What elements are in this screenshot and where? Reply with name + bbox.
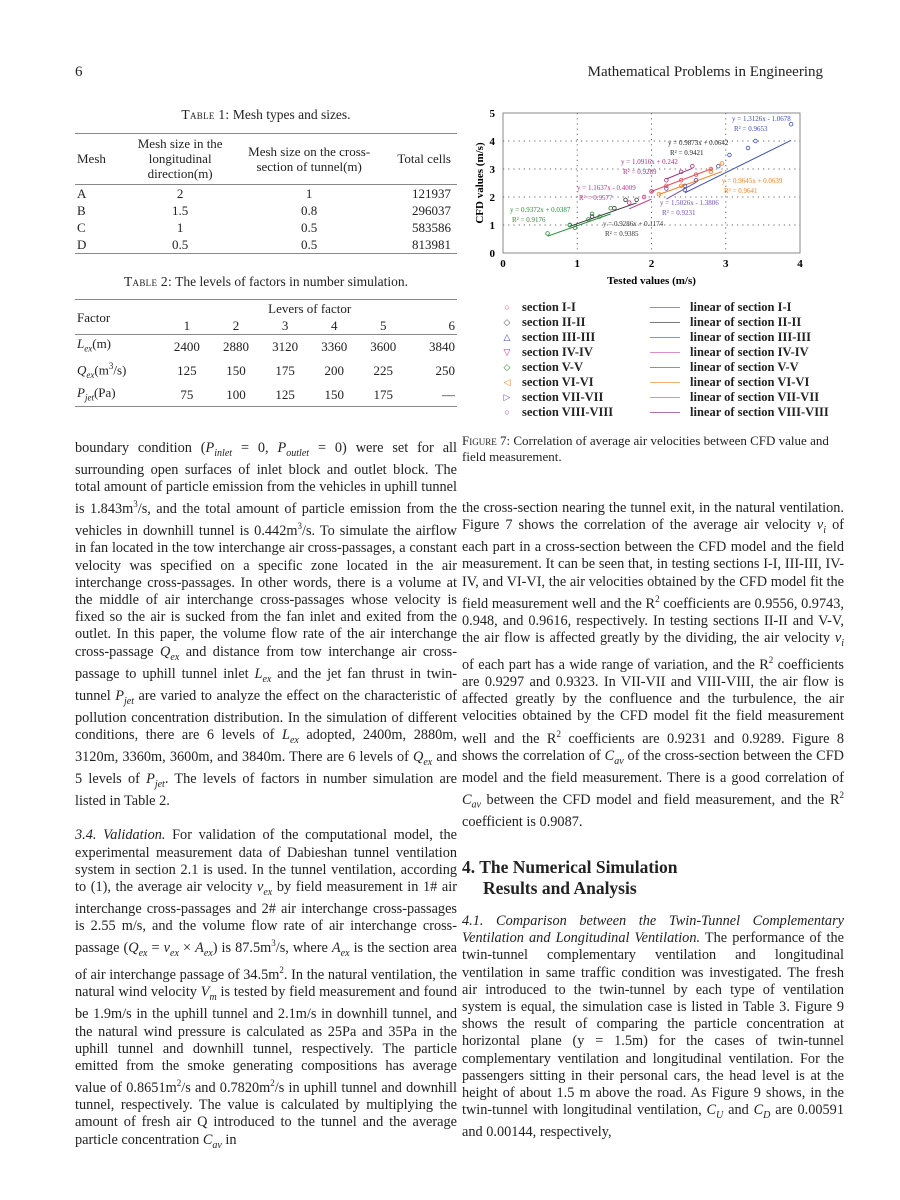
legend-item: linear of section VII-VII: [650, 390, 819, 405]
subsection-heading: 3.4. Validation.: [75, 827, 166, 844]
svg-text:y = 1.0916x + 0.242: y = 1.0916x + 0.242: [621, 158, 678, 166]
table-mesh-types: [75, 133, 457, 254]
marker-icon: ◁: [503, 377, 511, 387]
chart-legend: [500, 300, 830, 420]
table-row: $P_{jet}(Pa)$ 75 100 125 150 175 —: [75, 384, 457, 407]
legend-item: linear of section VI-VI: [650, 375, 809, 390]
svg-text:y = 1.3126x - 1.0678: y = 1.3126x - 1.0678: [732, 115, 791, 123]
table1-caption: Table 1: Mesh types and sizes.: [181, 107, 351, 122]
table-header: Mesh: [77, 151, 106, 166]
svg-text:R² = 0.9653: R² = 0.9653: [734, 125, 768, 133]
paragraph: the cross-section nearing the tunnel exit, in the natural ventilation. Figure 7 shows the correlation of the average air velocity $v_i$ of each part in a cross-section between the CFD model and the field measurement. It can be seen that, in testing sections I-I, III-III, IV-IV, and VI-VI, the air velocities obtained by the CFD model fit the field measurement well and the $R^2$ coefficients are 0.9556, 0.9743, 0.948, and 0.9616, respectively. In testing sections II-II and V-V, the air flow is affected greatly by the dividing, the air velocity $v_i$ of each part has a wide range of variation, and the $R^2$ coefficients are 0.9297 and 0.9323. In VII-VII and VIII-VIII, the air flow is affected greatly by the confluence and the turbulence, the air velocities obtained by the CFD model fit the field measurement well and the $R^2$ coefficients are 0.9231 and 0.9289. Figure 8 shows the correlation of $C_{av}$ of the cross-section between the CFD model and the field measurement. There is a good correlation of $C_{av}$ between the CFD model and field measurement, and the $R^2$ coefficient is 0.9087.: [462, 500, 844, 830]
line-swatch-icon: [650, 382, 680, 383]
left-column: [75, 107, 457, 407]
line-swatch-icon: [650, 322, 680, 323]
svg-text:y = 0.9645x + 0.0639: y = 0.9645x + 0.0639: [722, 177, 783, 185]
svg-text:1: 1: [574, 258, 580, 270]
legend-item: ○ section I-I: [500, 300, 650, 315]
line-swatch-icon: [650, 307, 680, 308]
legend-row: [500, 375, 830, 390]
legend-row: [500, 405, 830, 420]
svg-text:3: 3: [489, 164, 495, 176]
legend-item: ◇ section V-V: [500, 360, 650, 375]
table-row: B 1.5 0.8 296037: [77, 203, 451, 218]
marker-icon: ◇: [503, 317, 511, 327]
line-swatch-icon: [650, 352, 680, 353]
marker-icon: ▽: [503, 347, 511, 357]
legend-item: △ section III-III: [500, 330, 650, 345]
svg-text:R² = 0.9641: R² = 0.9641: [724, 187, 758, 195]
svg-text:R² = 0.9231: R² = 0.9231: [662, 209, 696, 217]
line-swatch-icon: [650, 412, 680, 413]
table-row: $L_{ex}(m)$ 2400 2880 3120 3360 3600 3840: [77, 336, 455, 354]
line-swatch-icon: [650, 397, 680, 398]
svg-text:2: 2: [648, 258, 655, 270]
marker-icon: △: [503, 332, 511, 342]
legend-item: linear of section II-II: [650, 315, 801, 330]
table-header: Mesh size on the cross-section of tunnel(m): [248, 143, 371, 174]
table-header: Total cells: [397, 151, 451, 166]
legend-row: [500, 390, 830, 405]
legend-item: ▽ section IV-IV: [500, 345, 650, 360]
marker-icon: ○: [504, 302, 510, 312]
svg-text:y = 0.9286x + 0.1174: y = 0.9286x + 0.1174: [603, 220, 664, 228]
legend-row: [500, 360, 830, 375]
svg-text:R² = 0.9577: R² = 0.9577: [579, 194, 613, 202]
legend-row: [500, 345, 830, 360]
svg-text:R² = 0.9421: R² = 0.9421: [670, 149, 704, 157]
figure7-chart: [470, 105, 825, 295]
table2-caption: Table 2: The levels of factors in number simulation.: [124, 274, 408, 289]
svg-text:y = 0.9873x + 0.0642: y = 0.9873x + 0.0642: [668, 139, 729, 147]
figure7-caption: Figure 7: Correlation of average air velocities between CFD value and field measurement.: [462, 433, 829, 464]
legend-row: [500, 330, 830, 345]
line-swatch-icon: [650, 337, 680, 338]
svg-text:Tested values (m/s): Tested values (m/s): [607, 275, 696, 287]
legend-row: [500, 300, 830, 315]
table-row: A 2 1 121937: [77, 186, 451, 201]
marker-icon: ▷: [503, 392, 511, 402]
subsection-heading: 4.1. Comparison between the Twin-Tunnel Complementary Ventilation and Longitudinal Ventilation.: [462, 912, 844, 947]
svg-text:1: 1: [489, 220, 495, 232]
legend-item: ◇ section II-II: [500, 315, 650, 330]
legend-item: linear of section V-V: [650, 360, 799, 375]
table-row: C 1 0.5 583586: [77, 220, 451, 235]
legend-item: linear of section VIII-VIII: [650, 405, 829, 420]
table-row: D 0.5 0.5 813981: [75, 236, 457, 254]
marker-icon: ○: [504, 407, 510, 417]
legend-item: ◁ section VI-VI: [500, 375, 650, 390]
legend-item: ▷ section VII-VII: [500, 390, 650, 405]
legend-row: [500, 315, 830, 330]
table-factor-levels: Factor Levers of factor 1 2 3 4 5 6 $L_{ex}(m)$ 2400 2880 3120 3360 3600 3840 $Q_{ex}(m^3/s)$ 125 150 175 200 225 250 $P_{jet}(Pa)$ 75 100 125 150 175 —: [75, 299, 457, 407]
legend-item: ○ section VIII-VIII: [500, 405, 650, 420]
svg-text:0: 0: [500, 258, 506, 270]
svg-text:4: 4: [489, 136, 495, 148]
page-number: 6: [75, 64, 83, 80]
svg-text:y = 1.5026x - 1.3806: y = 1.5026x - 1.3806: [660, 199, 719, 207]
left-body: [75, 440, 457, 1154]
svg-text:0: 0: [489, 248, 495, 260]
marker-icon: ◇: [503, 362, 511, 372]
paragraph: boundary condition ($P_{inlet} = 0$, $P_{outlet} = 0$) were set for all surrounding open surfaces of inlet block and outlet block. The total amount of particle emission from the vehicles in uphill tunnel is $1.843m^3/s$, and the total amount of particle emission from the vehicles in downhill tunnel is $0.442m^3/s$. To simulate the airflow in fan located in the tow interchange air cross-passages, a constant velocity was specified on a specific zone located in the air interchange cross-passages. In other words, there is a volume at the middle of air interchange cross-passages whose velocity is fixed so the air is sucked from the fan inlet and exited from the outlet. In this paper, the volume flow rate of the air interchange cross-passage $Q_{ex}$ and distance from tow interchange air cross-passage to uphill tunnel inlet $L_{ex}$ and the jet fan thrust in twin-tunnel $P_{jet}$ are varied to analyze the effect on the characteristic of pollution concentration distribution. In the simulation of different conditions, there are 6 levels of $L_{ex}$ adopted, 2400m, 2880m, 3120m, 3360m, 3600m, and 3840m. There are 6 levels of $Q_{ex}$ and 5 levels of $P_{jet}$. The levels of factors in number simulation are listed in Table 2.: [75, 440, 458, 810]
svg-text:R² = 0.9385: R² = 0.9385: [605, 230, 639, 238]
svg-text:3: 3: [723, 258, 729, 270]
svg-text:y = 0.9372x + 0.0387: y = 0.9372x + 0.0387: [510, 206, 571, 214]
journal-title: Mathematical Problems in Engineering: [587, 64, 823, 80]
svg-text:CFD values (m/s): CFD values (m/s): [474, 142, 486, 224]
table-group-header: Levers of factor: [268, 301, 352, 316]
legend-item: linear of section IV-IV: [650, 345, 809, 360]
svg-text:4: 4: [797, 258, 803, 270]
svg-text:R² = 0.9176: R² = 0.9176: [512, 216, 546, 224]
paragraph-validation: 3.4. Validation. For validation of the computational model, the experimental measurement data of Dabieshan tunnel ventilation system in section 2.1 is used. In the tunnel ventilation, according to (1), the average air velocity $v_{ex}$ by field measurement in 1# air interchange cross-passages and 2# air interchange cross-passages is 2.55 m/s, and the volume flow rate of air interchange cross-passage $(Q_{ex} = v_{ex} \times A_{ex})$ is $87.5m^3/s$, where $A_{ex}$ is the section area of air interchange passage of $34.5m^2$. In the natural ventilation, the natural wind velocity $V_m$ is tested by field measurement and found be 1.9m/s in the uphill tunnel and 2.1m/s in downhill tunnel, and the natural wind pressure is calculated as 25Pa and 35Pa in the uphill tunnel and downhill tunnel, respectively. The particle emitted from the smoke generating compositions has average value of $0.8651m^2/s$ and $0.7820m^2/s$ in uphill tunnel and downhill tunnel, respectively. The value is calculated by multiplying the amount of fresh air Q introduced to the tunnel and the average particle concentration $C_{av}$ in: [75, 827, 458, 1151]
table-header: Factor: [77, 309, 111, 325]
paragraph-comparison: 4.1. Comparison between the Twin-Tunnel Complementary Ventilation and Longitudinal Ventilation. The performance of the twin-tunnel complementary ventilation and longitudinal ventilation in same traffic condition was investigated. The fresh air introduced to the twin-tunnel by each type of ventilation system is equal, the simulation case is listed in Table 3. Figure 9 shows the result of comparing the particle concentration at horizontal plane (y = 1.5m) for the cases of twin-tunnel complementary ventilation and longitudinal ventilation. For the passengers sitting in their personal cars, the head level is at the height of about 1.5 m above the road. As Figure 9 shows, in the twin-tunnel with longitudinal ventilation, $C_U$ and $C_D$ are 0.00591 and 0.00144, respectively,: [462, 912, 844, 1141]
svg-text:y = 1.1637x - 0.4009: y = 1.1637x - 0.4009: [577, 184, 636, 192]
table-row: $Q_{ex}(m^3/s)$ 125 150 175 200 225 250: [77, 360, 455, 380]
legend-item: linear of section I-I: [650, 300, 792, 315]
line-swatch-icon: [650, 367, 680, 368]
svg-text:R² = 0.9289: R² = 0.9289: [623, 168, 657, 176]
section-heading: 4. The Numerical Simulation Results and Analysis: [462, 856, 678, 898]
table-header: Mesh size in the longitudinal direction(m): [137, 136, 223, 181]
svg-text:5: 5: [489, 108, 495, 120]
legend-item: linear of section III-III: [650, 330, 811, 345]
svg-text:2: 2: [489, 192, 495, 204]
right-body: [462, 500, 844, 1141]
